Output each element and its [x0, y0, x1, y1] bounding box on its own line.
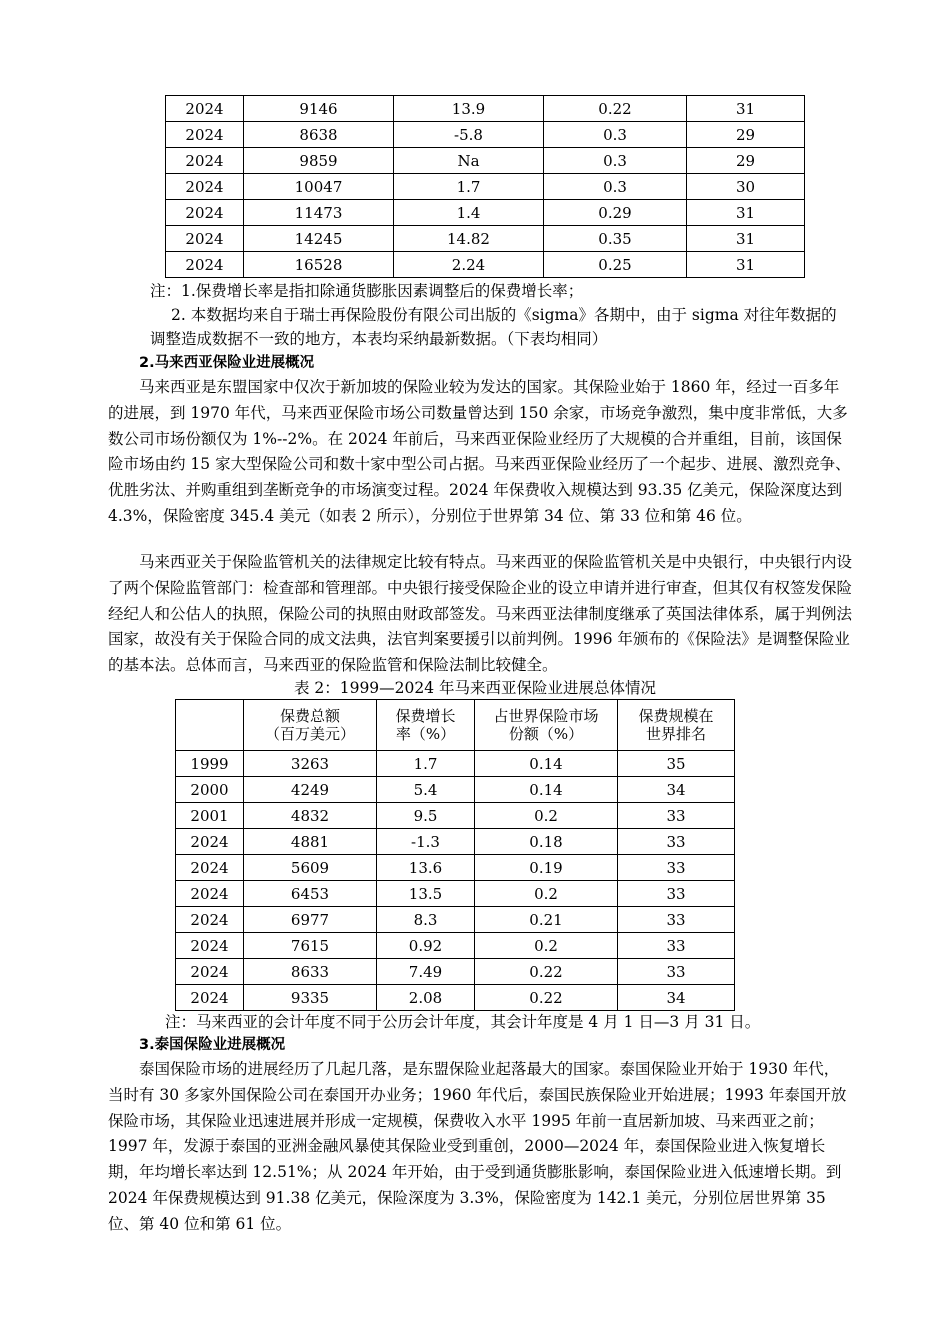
table-cell: 2024 — [166, 226, 244, 252]
table-cell: 34 — [618, 985, 735, 1011]
table-header-cell — [377, 700, 475, 751]
table-cell: 33 — [618, 933, 735, 959]
table-cell: 0.3 — [544, 148, 687, 174]
table-cell: 4832 — [244, 803, 377, 829]
section-2-paragraph-2: 马来西亚关于保险监管机关的法律规定比较有特点。马来西亚的保险监管机关是中央银行，中央银行内设了两个保险监管部门：检查部和管理部。中央银行接受保险企业的设立申请并进行审查，但其仅有权签发保险经纪人和公估人的执照，保险公司的执照由财政部签发。马来西亚法律制度继承了英国法律体系，属于判例法国家，故没有关于保险合同的成文法典，法官判案要援引以前判例。1996 年颁布的《保险法》是调整保险业的基本法。总体而言，马来西亚的保险监管和保险法制比较健全。 — [108, 553, 853, 675]
table-cell: 1.4 — [394, 200, 544, 226]
table-header-cell — [618, 700, 735, 751]
table-row — [166, 200, 805, 226]
table-header-line: （百万美元） — [264, 725, 355, 743]
table-header-line: 保费增长 — [395, 707, 456, 725]
table-cell: 29 — [687, 148, 805, 174]
table-cell: 7615 — [244, 933, 377, 959]
table-row — [176, 933, 735, 959]
table-cell: 0.35 — [544, 226, 687, 252]
table-header-cell — [244, 700, 377, 751]
table-cell: 3263 — [244, 751, 377, 777]
table-cell: 0.2 — [475, 933, 618, 959]
table-cell: 34 — [618, 777, 735, 803]
table-cell: 0.3 — [544, 174, 687, 200]
table-cell: 1.7 — [394, 174, 544, 200]
table-row — [166, 252, 805, 278]
table-header-line: 占世界保险市场 — [493, 707, 599, 725]
table-cell: 7.49 — [377, 959, 475, 985]
table-cell: 11473 — [244, 200, 394, 226]
table-cell: 0.21 — [475, 907, 618, 933]
table-cell: 8638 — [244, 122, 394, 148]
table-cell: 0.19 — [475, 855, 618, 881]
table-cell: 6977 — [244, 907, 377, 933]
table-cell: 5.4 — [377, 777, 475, 803]
table-cell: 2001 — [176, 803, 244, 829]
table-cell: 2024 — [176, 933, 244, 959]
table-cell: 4881 — [244, 829, 377, 855]
table-cell: 0.14 — [475, 777, 618, 803]
table-cell: 2024 — [166, 96, 244, 122]
table-row — [166, 96, 805, 122]
table-cell: 8633 — [244, 959, 377, 985]
table-cell: 16528 — [244, 252, 394, 278]
section-3-paragraph-1: 泰国保险市场的进展经历了几起几落，是东盟保险业起落最大的国家。泰国保险业开始于 1930 年代，当时有 30 多家外国保险公司在泰国开办业务；1960 年代后，泰国民族保险业开始进展；1993 年泰国开放保险市场，其保险业迅速进展并形成一定规模，保费收入水平 1995 年前一直居新加坡、马来西亚之前；1997 年，发源于泰国的亚洲金融风暴使其保险业受到重创，2000—2024 年，泰国保险业进入恢复增长期，年均增长率达到 12.51%；从 2024 年开始，由于受到通货膨胀影响，泰国保险业进入低速增长期。到 2024 年保费规模达到 91.38 亿美元，保险深度为 3.3%，保险密度为 142.1 美元，分别位居世界第 35 位、第 40 位和第 61 位。 — [108, 1060, 847, 1233]
table-row — [166, 174, 805, 200]
table-cell: 9146 — [244, 96, 394, 122]
table-cell: 2024 — [176, 959, 244, 985]
table-header-line: 保费总额 — [279, 707, 340, 725]
table-cell: 2024 — [176, 829, 244, 855]
table-cell: 0.2 — [475, 881, 618, 907]
table-cell: 33 — [618, 855, 735, 881]
table-cell: 0.2 — [475, 803, 618, 829]
table-row — [166, 122, 805, 148]
table-cell: 0.22 — [475, 959, 618, 985]
table-cell: Na — [394, 148, 544, 174]
table-cell: -5.8 — [394, 122, 544, 148]
table-cell: 30 — [687, 174, 805, 200]
table-row — [176, 907, 735, 933]
table-cell: 2024 — [176, 881, 244, 907]
table-row — [176, 751, 735, 777]
table-cell: 2024 — [166, 200, 244, 226]
table-2 — [175, 699, 735, 1011]
table-cell: 31 — [687, 226, 805, 252]
table-cell: 10047 — [244, 174, 394, 200]
table-cell: 2.08 — [377, 985, 475, 1011]
table-header-line: 份额（%） — [508, 725, 584, 743]
table-1-continued — [165, 95, 805, 278]
table-cell: 2000 — [176, 777, 244, 803]
table-header-cell — [475, 700, 618, 751]
table-header-cell — [176, 700, 244, 751]
table-cell: 6453 — [244, 881, 377, 907]
table-cell: 33 — [618, 907, 735, 933]
table-cell: 1999 — [176, 751, 244, 777]
table-row — [176, 959, 735, 985]
table-cell: -1.3 — [377, 829, 475, 855]
table-cell: 2024 — [166, 122, 244, 148]
table-cell: 33 — [618, 803, 735, 829]
table-1-note-2: 2. 本数据均来自于瑞士再保险股份有限公司出版的《sigma》各期中，由于 sigma 对往年数据的调整造成数据不一致的地方，本表均采纳最新数据。（下表均相同） — [150, 306, 837, 348]
table-cell: 13.9 — [394, 96, 544, 122]
table-row — [176, 855, 735, 881]
table-cell: 9335 — [244, 985, 377, 1011]
table-header-row — [176, 700, 735, 751]
table-cell: 0.18 — [475, 829, 618, 855]
table-row — [166, 148, 805, 174]
table-cell: 4249 — [244, 777, 377, 803]
table-header-line: 率（%） — [395, 725, 456, 743]
table-cell: 0.14 — [475, 751, 618, 777]
table-cell: 8.3 — [377, 907, 475, 933]
table-cell: 31 — [687, 252, 805, 278]
table-1-note-1: 注：1.保费增长率是指扣除通货膨胀因素调整后的保费增长率； — [150, 282, 584, 300]
table-cell: 2024 — [166, 174, 244, 200]
table-row — [166, 226, 805, 252]
table-cell: 0.22 — [475, 985, 618, 1011]
table-cell: 0.22 — [544, 96, 687, 122]
table-row — [176, 777, 735, 803]
table-2-caption: 表 2：1999—2024 年马来西亚保险业进展总体情况 — [293, 679, 657, 697]
table-row — [176, 985, 735, 1011]
table-cell: 0.3 — [544, 122, 687, 148]
section-2-heading: 2.马来西亚保险业进展概况 — [139, 355, 315, 371]
table-cell: 33 — [618, 959, 735, 985]
table-cell: 13.5 — [377, 881, 475, 907]
table-cell: 33 — [618, 829, 735, 855]
table-cell: 2024 — [176, 855, 244, 881]
table-cell: 9.5 — [377, 803, 475, 829]
table-cell: 31 — [687, 96, 805, 122]
table-row — [176, 829, 735, 855]
table-cell: 14.82 — [394, 226, 544, 252]
table-cell: 2024 — [176, 985, 244, 1011]
table-2-note: 注：马来西亚的会计年度不同于公历会计年度，其会计年度是 4 月 1 日—3 月 31 日。 — [165, 1013, 761, 1031]
table-cell: 2024 — [176, 907, 244, 933]
section-3-heading: 3.泰国保险业进展概况 — [139, 1037, 286, 1053]
section-2-paragraph-1: 马来西亚是东盟国家中仅次于新加坡的保险业较为发达的国家。其保险业始于 1860 年，经过一百多年的进展，到 1970 年代，马来西亚保险市场公司数量曾达到 150 余家，市场竞争激烈，集中度非常低，大多数公司市场份额仅为 1%--2%。在 2024 年前后，马来西亚保险业经历了大规模的合并重组，目前，该国保险市场由约 15 家大型保险公司和数十家中型公司占据。马来西亚保险业经历了一个起步、进展、激烈竞争、优胜劣汰、并购重组到垄断竞争的市场演变过程。2024 年保费收入规模达到 93.35 亿美元，保险深度达到 4.3%，保险密度 345.4 美元（如表 2 所示），分别位于世界第 34 位、第 33 位和第 46 位。 — [108, 378, 851, 525]
table-row — [176, 803, 735, 829]
table-cell: 2.24 — [394, 252, 544, 278]
table-cell: 31 — [687, 200, 805, 226]
table-cell: 33 — [618, 881, 735, 907]
table-cell: 0.92 — [377, 933, 475, 959]
table-cell: 0.25 — [544, 252, 687, 278]
table-header-line: 保费规模在 — [638, 707, 714, 725]
table-cell: 2024 — [166, 148, 244, 174]
table-cell: 35 — [618, 751, 735, 777]
table-cell: 1.7 — [377, 751, 475, 777]
table-row — [176, 881, 735, 907]
table-cell: 5609 — [244, 855, 377, 881]
table-cell: 0.29 — [544, 200, 687, 226]
table-cell: 2024 — [166, 252, 244, 278]
table-cell: 29 — [687, 122, 805, 148]
table-cell: 9859 — [244, 148, 394, 174]
table-cell: 14245 — [244, 226, 394, 252]
table-cell: 13.6 — [377, 855, 475, 881]
table-header-line: 世界排名 — [645, 725, 706, 743]
